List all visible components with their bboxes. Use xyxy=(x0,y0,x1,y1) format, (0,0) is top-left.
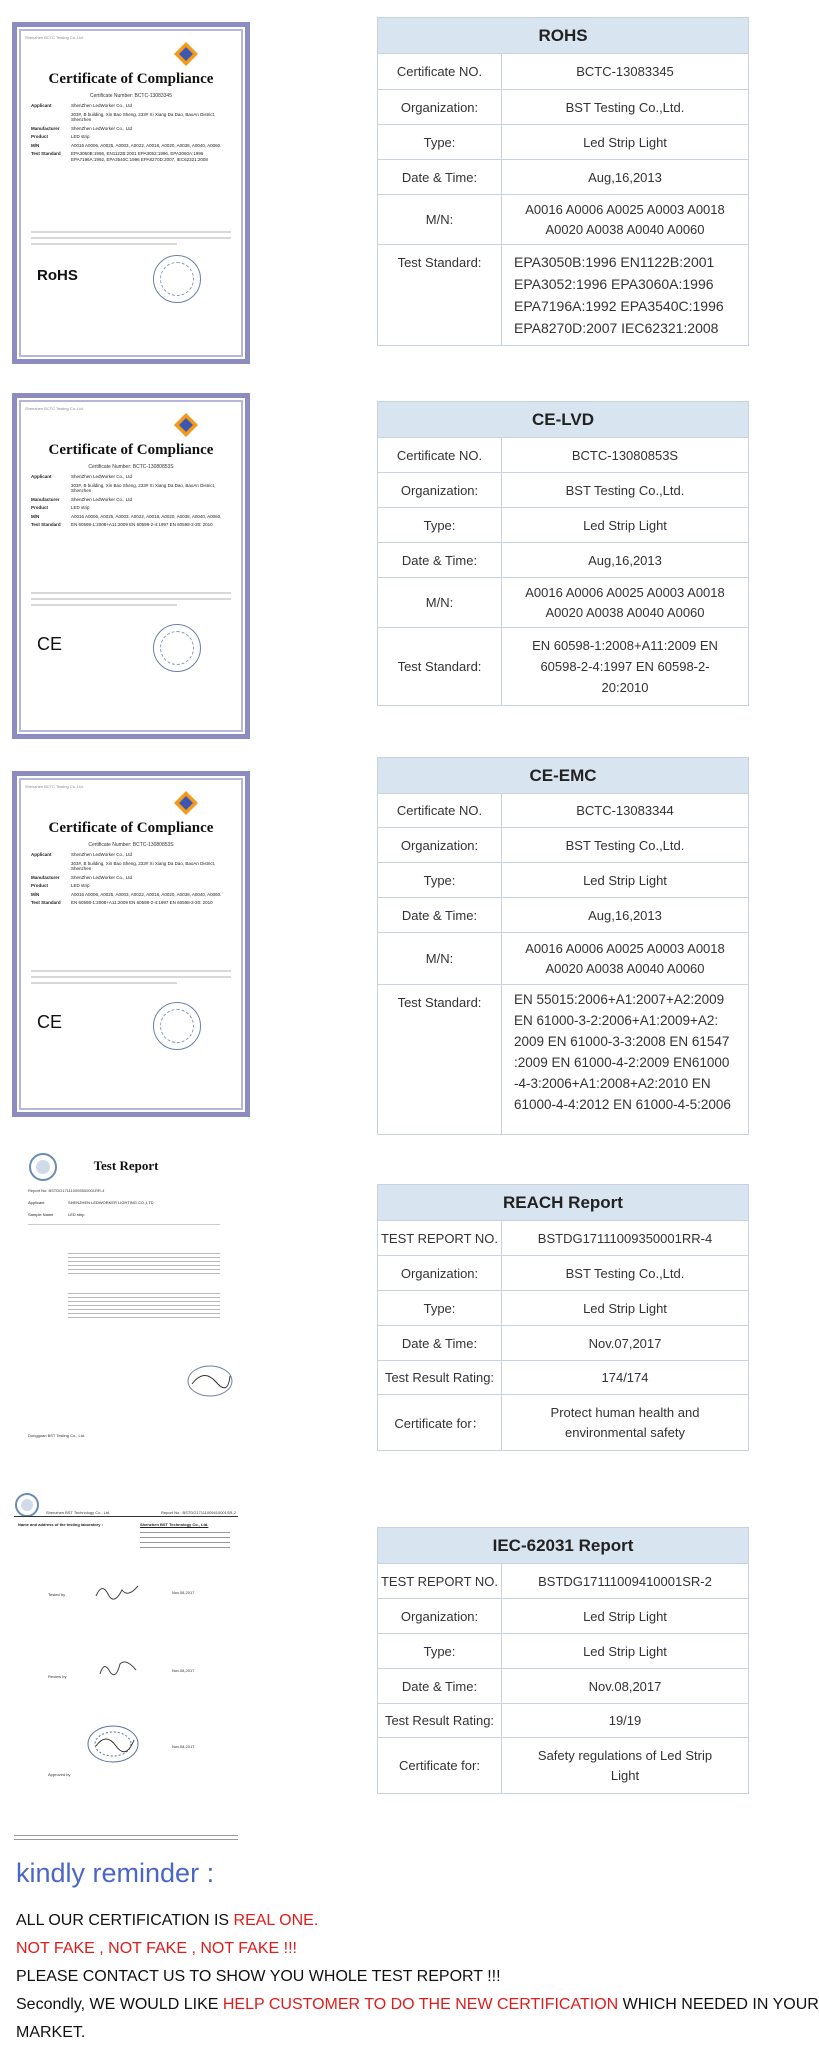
cert-test-standard: EPA3050B:1996, EN1122B:2001 EPA3052:1996, EPA3060A:1996 EPA7196A:1992, EPA3540C:1996 EPA8270D:2007, IEC62321:2008 xyxy=(71,151,208,162)
table-value: BSTDG17111009350001RR-4 xyxy=(502,1221,749,1256)
cert-seal-icon xyxy=(153,624,201,672)
table-title: IEC-62031 Report xyxy=(378,1528,749,1564)
report-text-line xyxy=(28,1224,220,1225)
cert-title: Certificate of Compliance xyxy=(48,442,214,458)
reminder-line-1 xyxy=(16,1912,318,1930)
reminder-line-1-text: ALL OUR CERTIFICATION IS xyxy=(16,1912,234,1929)
cert-test-standard: EN 60598-1:2008+A11:2009 EN 60598-2-4:1997 EN 60598-2-20: 2010 xyxy=(71,522,213,527)
report-footer-lines xyxy=(14,1832,238,1842)
table-value xyxy=(502,628,749,706)
cert-mn: A0016 A0006, A0025, A0003, A0022, A0018, A0020, A0038, A0040, A0060. xyxy=(71,513,222,519)
table-value: Aug,16,2013 xyxy=(502,898,749,933)
ce-lvd-certificate-image: Shenzhen BCTC Testing Co.,Ltd. Certificate of Compliance Certificate Number: BCTC-13080853S Applicant ShenZhen LedWorker Co., Ltd 303#, B building, Xin Bao Sheng, 233# Xi Xiang Da Dao, BaoAn District, Shenzhen Manufacturer ShenZhen LedWorker Co., Ltd Product LED strip M/N A0016 A0006, A0025, A0003, A0022, A0018, A0020, A0038, A0040, A0060. Test Standard EN 60598-1:2008+A11:2009 EN 60598-2-4:1997 EN 60598-2-20: 2010 CE xyxy=(12,393,250,739)
table-value: Led Strip Light xyxy=(502,508,749,543)
table-key: M/N: xyxy=(378,933,502,985)
table-key: Certificate for： xyxy=(378,1395,502,1451)
cert-text-line xyxy=(31,243,177,245)
table-value-text: EN 60598-1:2008+A11:2009 EN 60598-2-4:1997 EN 60598-2-20:2010 xyxy=(532,638,718,695)
reminder-line-2: NOT FAKE , NOT FAKE , NOT FAKE !!! xyxy=(16,1940,297,1957)
reminder-line-4-highlight: HELP CUSTOMER TO DO THE NEW CERTIFICATION xyxy=(222,1996,619,2013)
cert-text-line xyxy=(31,592,231,594)
cert-applicant-address: 303#, B building, Xin Bao Sheng, 233# Xi Xiang Da Dao, BaoAn District, Shenzhen xyxy=(71,111,216,122)
table-value: BCTC-13083345 xyxy=(502,54,749,90)
table-value: Aug,16,2013 xyxy=(502,543,749,578)
signature-icon xyxy=(92,1580,142,1602)
table-value-text: A0016 A0006 A0025 A0003 A0018 A0020 A0038 A0040 A0060 xyxy=(525,940,725,976)
cert-applicant: ShenZhen LedWorker Co., Ltd xyxy=(71,103,132,108)
table-value-text: Protect human health and environmental safety xyxy=(550,1404,700,1440)
cert-text-line xyxy=(31,237,231,239)
table-key: Organization: xyxy=(378,90,502,125)
table-value-text: EN 55015:2006+A1:2007+A2:2009 EN 61000-3-2:2006+A1:2009+A2: 2009 EN 61000-3-3:2008 EN 61547 :2009 EN 61000-4-2:2009 EN61000 -4-3:2006+A1:2008+A2:2010 EN 61000-4-4:2012 EN 61000-4-5:2006 xyxy=(514,992,731,1112)
rohs-table xyxy=(377,17,749,346)
table-value: Led Strip Light xyxy=(502,1291,749,1326)
cert-product: LED strip xyxy=(71,883,90,888)
rohs-mark: RoHS xyxy=(37,267,78,284)
report-rule xyxy=(14,1516,238,1517)
table-key: TEST REPORT NO. xyxy=(378,1564,502,1599)
cert-title: Certificate of Compliance xyxy=(48,71,214,87)
cert-text-line xyxy=(31,982,177,984)
table-value: BST Testing Co.,Ltd. xyxy=(502,828,749,863)
table-key: Test Standard: xyxy=(378,245,502,346)
table-value-text: EPA3050B:1996 EN1122B:2001 EPA3052:1996 EPA3060A:1996 EPA7196A:1992 EPA3540C:1996 EPA8270D:2007 IEC62321:2008 xyxy=(514,254,724,336)
table-key: Type: xyxy=(378,863,502,898)
table-value: Led Strip Light xyxy=(502,1634,749,1669)
table-key: Certificate NO. xyxy=(378,54,502,90)
table-key: Type: xyxy=(378,508,502,543)
table-value xyxy=(502,1395,749,1451)
table-value: 174/174 xyxy=(502,1361,749,1395)
ce-lvd-table xyxy=(377,401,749,706)
table-value xyxy=(502,578,749,628)
cert-text-line xyxy=(31,604,177,606)
table-key: M/N: xyxy=(378,195,502,245)
table-value xyxy=(502,195,749,245)
rohs-certificate-image: Shenzhen BCTC Testing Co.,Ltd. Certificate of Compliance Certificate Number: BCTC-13083345 Applicant ShenZhen LedWorker Co., Ltd 303#, B building, Xin Bao Sheng, 233# Xi Xiang Da Dao, BaoAn District, Shenzhen Manufacturer ShenZhen LedWorker Co., Ltd Product LED strip M/N A0016 A0006, A0025, A0003, A0022, A0018, A0020, A0038, A0040, A0060. Test Standard EPA3050B:1996, EN1122B:2001 EPA3052:1996, EPA3060A:1996 EPA7196A:1992, EPA3540C:1996 EPA8270D:2007, IEC62321:2008 RoHS xyxy=(12,22,250,364)
report-role-approved: Approved by xyxy=(48,1772,71,1777)
signature-icon xyxy=(96,1656,140,1680)
cert-applicant: ShenZhen LedWorker Co., Ltd xyxy=(71,852,132,857)
table-title: CE-LVD xyxy=(378,402,749,438)
table-key: M/N: xyxy=(378,578,502,628)
table-key: Date & Time: xyxy=(378,160,502,195)
table-key: Type: xyxy=(378,125,502,160)
table-key: Organization: xyxy=(378,828,502,863)
cert-number: Certificate Number: BCTC-13083345 xyxy=(90,93,172,99)
table-value: BSTDG17111009410001SR-2 xyxy=(502,1564,749,1599)
report-text-block xyxy=(68,1290,220,1318)
reminder-line-4-text: Secondly, WE WOULD LIKE xyxy=(16,1996,223,2013)
cert-header-company: Shenzhen BCTC Testing Co.,Ltd. xyxy=(25,784,84,789)
cert-title: Certificate of Compliance xyxy=(48,820,214,836)
iec-62031-table xyxy=(377,1527,749,1794)
report-date: Nov.08,2017 xyxy=(172,1744,195,1749)
cert-header-company: Shenzhen BCTC Testing Co.,Ltd. xyxy=(25,35,84,40)
table-key: Organization: xyxy=(378,473,502,508)
reminder-line-5: MARKET. xyxy=(16,2024,86,2041)
table-value: BST Testing Co.,Ltd. xyxy=(502,90,749,125)
cert-test-standard: EN 60598-1:2008+A11:2009 EN 60598-2-4:1997 EN 60598-2-20: 2010 xyxy=(71,900,213,905)
bst-logo-icon xyxy=(14,1492,40,1518)
report-footer: Dongguan BST Testing Co., Ltd. xyxy=(28,1433,86,1438)
report-date: Nov.08,2017 xyxy=(172,1668,195,1673)
reminder-title: kindly reminder : xyxy=(16,1858,215,1888)
table-value: Nov.08,2017 xyxy=(502,1669,749,1704)
table-value: BCTC-13083344 xyxy=(502,794,749,828)
report-sample-name: LED strip xyxy=(68,1212,85,1217)
table-key: Test Result Rating: xyxy=(378,1704,502,1738)
table-value-text: A0016 A0006 A0025 A0003 A0018 A0020 A0038 A0040 A0060 xyxy=(525,584,725,620)
approved-seal-icon xyxy=(86,1724,140,1764)
table-value: Nov.07,2017 xyxy=(502,1326,749,1361)
ce-emc-table xyxy=(377,757,749,1135)
cert-product: LED strip xyxy=(71,134,90,139)
report-applicant: SHENZHEN LEDWORKER LIGHTING CO.,LTD xyxy=(68,1200,154,1205)
table-key: Date & Time: xyxy=(378,1326,502,1361)
reminder-line-4-tail: WHICH NEEDED IN YOUR xyxy=(618,1996,819,2013)
table-key: Date & Time: xyxy=(378,1669,502,1704)
report-role-review: Review by xyxy=(48,1674,67,1679)
report-number: Report No.: BSTDG17111009410001SR-2 xyxy=(160,1510,236,1515)
table-key: Date & Time: xyxy=(378,543,502,578)
cert-text-line xyxy=(31,598,231,600)
bctc-logo-icon xyxy=(173,790,199,816)
cert-text-line xyxy=(31,970,231,972)
cert-seal-icon xyxy=(153,255,201,303)
ce-emc-certificate-image: Shenzhen BCTC Testing Co.,Ltd. Certificate of Compliance Certificate Number: BCTC-13080853S Applicant ShenZhen LedWorker Co., Ltd 303#, B building, Xin Bao Sheng, 233# Xi Xiang Da Dao, BaoAn District, Shenzhen Manufacturer ShenZhen LedWorker Co., Ltd Product LED strip M/N A0016 A0006, A0025, A0003, A0022, A0018, A0020, A0038, A0040, A0060. Test Standard EN 60598-1:2008+A11:2009 EN 60598-2-4:1997 EN 60598-2-20: 2010 CE xyxy=(12,771,250,1117)
ce-mark: CE xyxy=(37,634,63,654)
reach-report-image: Test Report Report No: BSTDG171110093500001RR-4 Applicant SHENZHEN LEDWORKER LIGHTING CO.,LTD Sample Name LED strip Dongguan BST Testing Co., Ltd. xyxy=(12,1150,240,1446)
cert-mn: A0016 A0006, A0025, A0003, A0022, A0018, A0020, A0038, A0040, A0060. xyxy=(71,891,222,897)
reminder-line-4 xyxy=(16,1996,819,2014)
table-value xyxy=(502,985,749,1135)
cert-footer-text xyxy=(35,339,227,344)
cert-seal-icon xyxy=(153,1002,201,1050)
table-key: Organization: xyxy=(378,1256,502,1291)
cert-applicant-address: 303#, B building, Xin Bao Sheng, 233# Xi Xiang Da Dao, BaoAn District, Shenzhen xyxy=(71,482,216,493)
cert-manufacturer: ShenZhen LedWorker Co., Ltd xyxy=(71,496,132,502)
table-value: BCTC-13080853S xyxy=(502,438,749,473)
cert-manufacturer: ShenZhen LedWorker Co., Ltd xyxy=(71,125,132,131)
bctc-logo-icon xyxy=(173,412,199,438)
table-title: CE-EMC xyxy=(378,758,749,794)
table-title: ROHS xyxy=(378,18,749,54)
table-value: Led Strip Light xyxy=(502,863,749,898)
table-value xyxy=(502,245,749,346)
table-key: Organization: xyxy=(378,1599,502,1634)
report-role-tested: Tested by xyxy=(48,1592,66,1597)
bctc-logo-icon xyxy=(173,41,199,67)
cert-manufacturer: ShenZhen LedWorker Co., Ltd xyxy=(71,874,132,880)
table-value: Led Strip Light xyxy=(502,125,749,160)
table-key: Test Standard: xyxy=(378,985,502,1135)
report-number: Report No: BSTDG171110093500001RR-4 xyxy=(28,1188,105,1193)
cert-number: Certificate Number: BCTC-13080853S xyxy=(88,464,174,470)
table-key: Test Standard: xyxy=(378,628,502,706)
table-key: Certificate for: xyxy=(378,1738,502,1794)
reach-table xyxy=(377,1184,749,1451)
table-key: Certificate NO. xyxy=(378,438,502,473)
report-lab-address-lines xyxy=(140,1528,230,1550)
cert-mn: A0016 A0006, A0025, A0003, A0022, A0018, A0020, A0038, A0040, A0060. xyxy=(71,142,222,148)
cert-applicant-address: 303#, B building, Xin Bao Sheng, 233# Xi Xiang Da Dao, BaoAn District, Shenzhen xyxy=(71,860,216,871)
cert-text-line xyxy=(31,231,231,233)
iec-report-image: Shenzhen BST Technology Co., Ltd. Report No.: BSTDG17111009410001SR-2 Name and address of the testing laboratory : Shenzhen BST Technology Co., Ltd. Tested by Nov.08,2017 Review by Nov.08,2017 Approved by Nov.08,2017 xyxy=(12,1488,240,1850)
table-key: Certificate NO. xyxy=(378,794,502,828)
report-title: Test Report xyxy=(93,1158,159,1173)
table-title: REACH Report xyxy=(378,1185,749,1221)
table-value-text: Safety regulations of Led Strip Light xyxy=(537,1747,713,1783)
report-lab: Shenzhen BST Technology Co., Ltd. xyxy=(140,1522,209,1527)
cert-applicant: ShenZhen LedWorker Co., Ltd xyxy=(71,474,132,479)
cert-header-company: Shenzhen BCTC Testing Co.,Ltd. xyxy=(25,406,84,411)
table-value: Aug,16,2013 xyxy=(502,160,749,195)
ce-mark: CE xyxy=(37,1012,63,1032)
cert-number: Certificate Number: BCTC-13080853S xyxy=(88,842,174,848)
reminder-line-3: PLEASE CONTACT US TO SHOW YOU WHOLE TEST REPORT !!! xyxy=(16,1968,501,1985)
table-key: Type: xyxy=(378,1291,502,1326)
table-value: BST Testing Co.,Ltd. xyxy=(502,473,749,508)
table-key: TEST REPORT NO. xyxy=(378,1221,502,1256)
table-value: Led Strip Light xyxy=(502,1599,749,1634)
report-seal-icon xyxy=(186,1364,234,1398)
table-value: BST Testing Co.,Ltd. xyxy=(502,1256,749,1291)
reminder-line-1-highlight: REAL ONE. xyxy=(233,1912,319,1929)
table-value-text: A0016 A0006 A0025 A0003 A0018 A0020 A0038 A0040 A0060 xyxy=(525,201,725,237)
table-key: Test Result Rating: xyxy=(378,1361,502,1395)
table-value xyxy=(502,1738,749,1794)
cert-text-line xyxy=(31,976,231,978)
cert-product: LED strip xyxy=(71,505,90,510)
table-value: 19/19 xyxy=(502,1704,749,1738)
table-value xyxy=(502,933,749,985)
report-date: Nov.08,2017 xyxy=(172,1590,195,1595)
table-key: Date & Time: xyxy=(378,898,502,933)
report-header: Shenzhen BST Technology Co., Ltd. xyxy=(46,1510,111,1515)
report-text-block xyxy=(68,1250,220,1276)
table-key: Type: xyxy=(378,1634,502,1669)
